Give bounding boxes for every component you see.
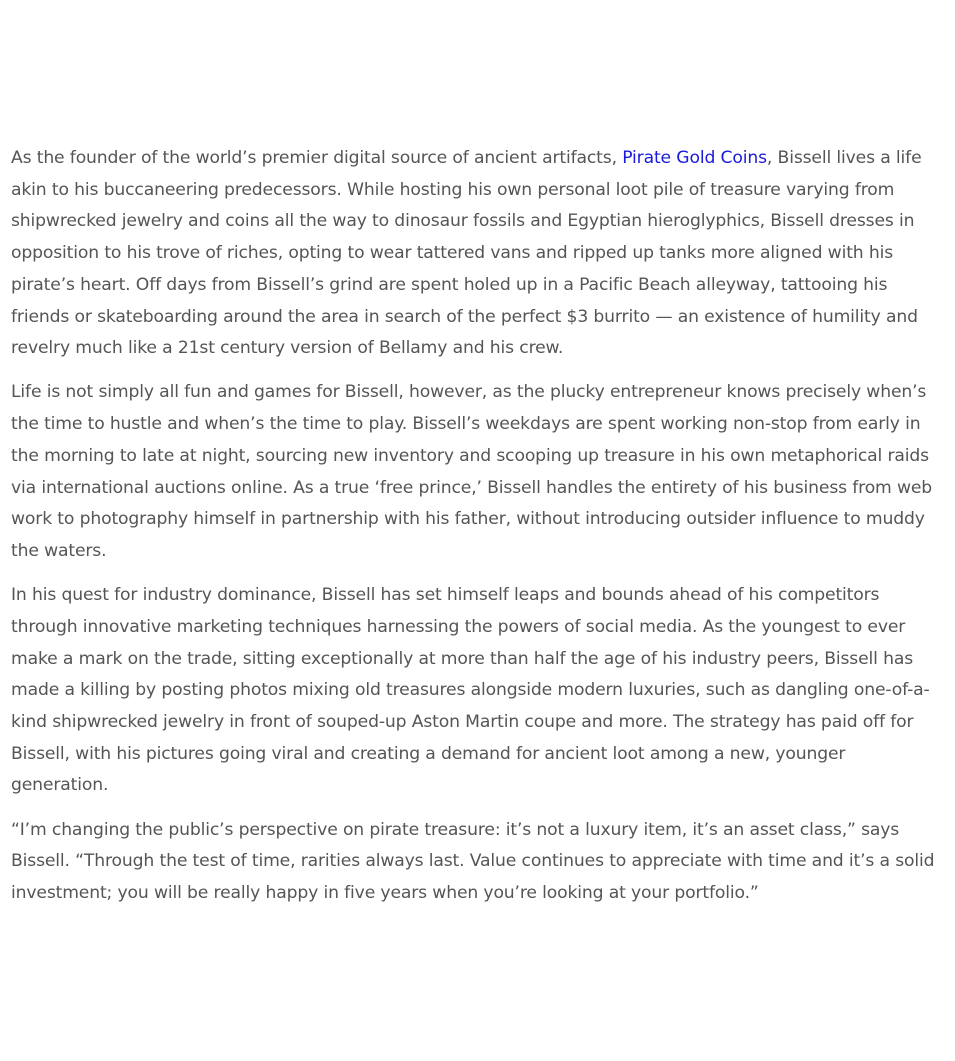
paragraph-founder (11, 143, 941, 365)
paragraph-quote: “I’m changing the public’s perspective on pirate treasure: it’s not a luxury item, it’s an asset class,” says Bissell. “Through the test of time, rarities always last. Value continues to appreciate with time and it’s a solid investment; you will be really happy in five years when you’re looking at your portfolio.” (11, 819, 935, 903)
pirate-gold-coins-link[interactable]: Pirate Gold Coins (622, 148, 767, 168)
paragraph-marketing: In his quest for industry dominance, Bissell has set himself leaps and bounds ahead of his competitors through innovative marketing techniques harnessing the powers of social media. As the youngest to ever make a mark on the trade, sitting exceptionally at more than half the age of his industry peers, Bissell has made a killing by posting photos mixing old treasures alongside modern luxuries, such as dangling one-of-a-kind shipwrecked jewelry in front of souped-up Aston Martin coupe and more. The strategy has paid off for Bissell, with his pictures going viral and creating a demand for ancient loot among a new, younger generation. (11, 585, 930, 796)
paragraph-hustle: Life is not simply all fun and games for Bissell, however, as the plucky entrepreneur knows precisely when’s the time to hustle and when’s the time to play. Bissell’s weekdays are spent working non-stop from early in the morning to late at night, sourcing new inventory and scooping up treasure in his own metaphorical raids via international auctions online. As a true ‘free prince,’ Bissell handles the entirety of his business from web work to photography himself in partnership with his father, without introducing outsider influence to muddy the waters. (11, 382, 933, 561)
paragraph-founder-rest: , Bissell lives a life akin to his buccaneering predecessors. While hosting his own personal loot pile of treasure varying from shipwrecked jewelry and coins all the way to dinosaur fossils and Egyptian hieroglyphics, Bissell dresses in opposition to his trove of riches, opting to wear tattered vans and ripped up tanks more aligned with his pirate’s heart. Off days from Bissell’s grind are spent holed up in a Pacific Beach alleyway, tattooing his friends or skateboarding around the area in search of the perfect $3 burrito — an existence of humility and revelry much like a 21st century version of Bellamy and his crew. (11, 148, 922, 359)
paragraph-founder-intro: As the founder of the world’s premier digital source of ancient artifacts, (11, 148, 623, 168)
article-body (11, 143, 941, 922)
